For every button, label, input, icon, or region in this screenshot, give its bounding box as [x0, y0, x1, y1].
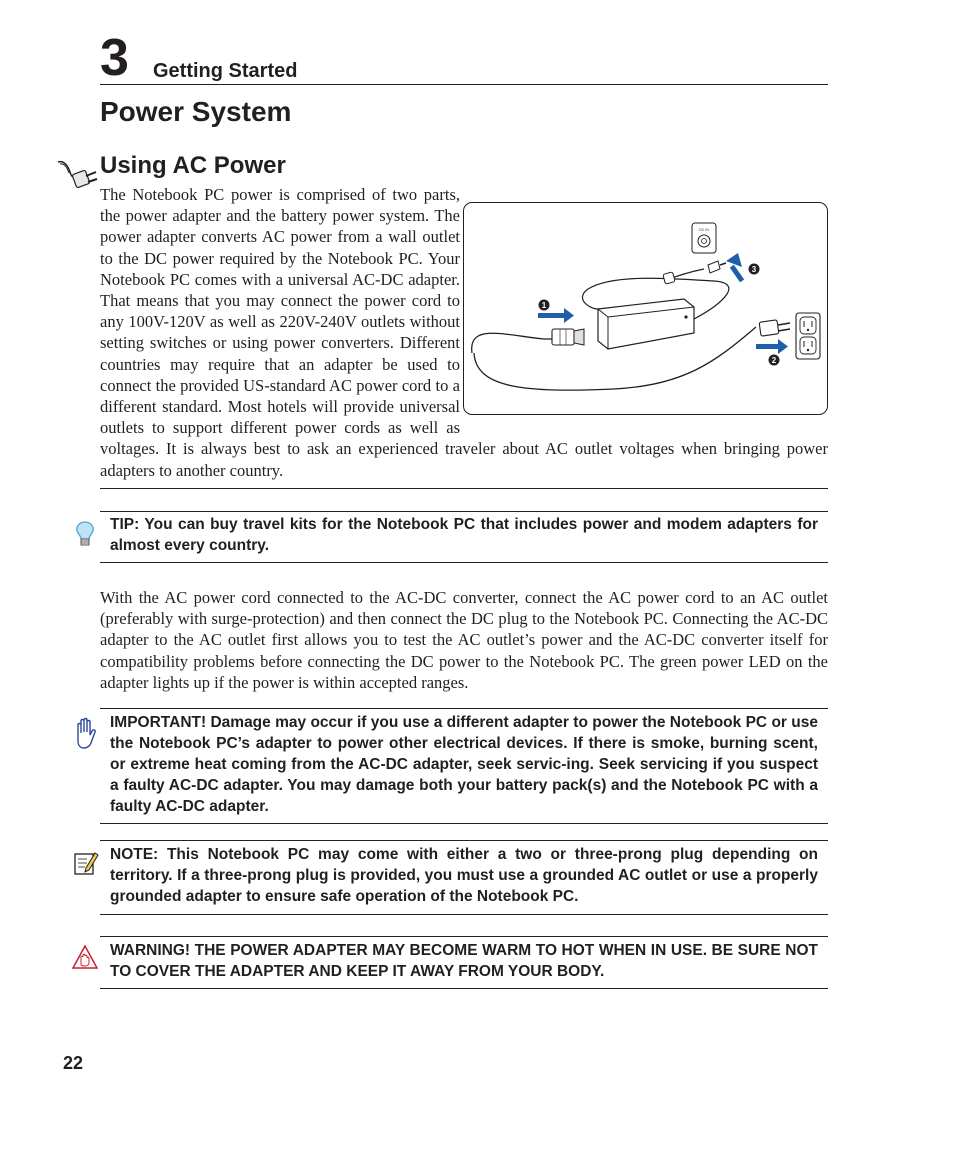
warning-hand-icon [70, 943, 100, 973]
tip-top-rule [100, 511, 828, 512]
tip-text: TIP: You can buy travel kits for the Notebook PC that includes power and modem adapters for almost every country. [110, 516, 818, 554]
important-bottom-rule [100, 823, 828, 824]
paragraph-divider [100, 488, 828, 489]
intro-paragraph-text: The Notebook PC power is comprised of two parts, the power adapter and the battery power system. The power adapter converts AC power from a wall outlet to the DC power required by the Notebook PC. Your Notebook PC comes with a universal AC-DC adapter. That means that you may connect the power cord to any 100V-120V as well as 220V-240V outlets without setting switches or using power converters. Different countries may require that an adapter be used to connect the provided US-standard AC power cord to a different standard. Most hotels will provide universal outlets to support different power cords as well as voltages. It is always best to ask an experienced traveler about AC outlet voltages when bringing power adapters to another country. [100, 185, 828, 480]
plug-icon [56, 158, 98, 196]
step-marker-3 [749, 264, 760, 275]
dc-in-label: DC IN [699, 228, 709, 232]
section-title: Power System [100, 96, 292, 127]
warning-top-rule [100, 936, 828, 937]
note-top-rule [100, 840, 828, 841]
hand-icon [70, 717, 100, 747]
important-top-rule [100, 708, 828, 709]
page-number: 22 [63, 1053, 84, 1073]
warning-bottom-rule [100, 988, 828, 989]
chapter-title: Getting Started [153, 60, 298, 82]
svg-text:3: 3 [751, 265, 757, 274]
subsection-title: Using AC Power [100, 152, 286, 179]
warning-text: WARNING! THE POWER ADAPTER MAY BECOME WARM TO HOT WHEN IN USE. BE SURE NOT TO COVER THE ADAPTER AND KEEP IT AWAY FROM YOUR BODY. [110, 942, 818, 980]
tip-bottom-rule [100, 562, 828, 563]
note-text: NOTE: This Notebook PC may come with either a two or three-prong plug depending on territory. If a three-prong plug is provided, you must use a grounded AC outlet or use a properly grounded adapter to ensure safe operation of the Notebook PC. [110, 846, 818, 905]
lightbulb-icon [70, 519, 100, 549]
chapter-divider [100, 84, 828, 85]
svg-text:2: 2 [771, 356, 777, 365]
step-marker-1 [539, 300, 550, 311]
note-bottom-rule [100, 914, 828, 915]
connection-paragraph: With the AC power cord connected to the AC-DC converter, connect the AC power cord to an AC outlet (preferably with surge-protection) and then connect the DC plug to the Notebook PC. Connecting the AC-DC adapter to the AC outlet first allows you to test the AC outlet’s power and the AC-DC converter itself for compatibility problems before connecting the DC power to the Notebook PC. The green power LED on the adapter lights up if the power is within accepted ranges. [100, 588, 828, 692]
ac-power-figure [463, 202, 828, 415]
arrow-2 [756, 339, 788, 354]
notepad-icon [70, 849, 100, 879]
svg-text:1: 1 [541, 301, 547, 310]
chapter-number: 3 [100, 29, 129, 87]
arrow-3 [726, 253, 744, 282]
step-marker-2 [769, 355, 780, 366]
important-text: IMPORTANT! Damage may occur if you use a different adapter to power the Notebook PC or use the Notebook PC’s adapter to power other electrical devices. If there is smoke, burning scent, or extreme heat coming from the AC-DC adapter, seek servic-ing. Seek servicing if you suspect a faulty AC-DC adapter. You may damage both your battery pack(s) and the Notebook PC with a faulty AC-DC adapter. [110, 714, 818, 815]
